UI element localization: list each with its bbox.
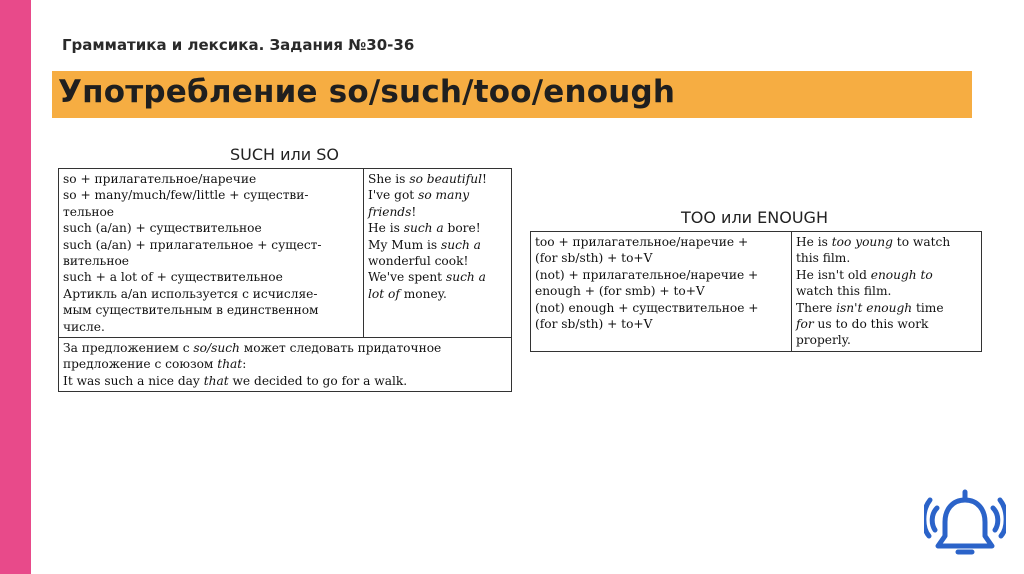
rule-line: тельное [63,204,115,219]
left-accent-bar [0,0,31,574]
rule-line: too + прилагательное/наречие + [535,235,749,249]
rule-line: so + прилагательное/наречие [63,172,257,186]
rule-line: (for sb/sth) + to+V [535,251,653,266]
too-enough-table [530,231,982,352]
such-so-examples-cell [364,169,512,338]
example-line: There isn't enough time [796,300,944,315]
slide-title: Употребление so/such/too/enough [58,74,676,110]
rule-line: числе. [63,319,105,334]
example-line: My Mum is such a [368,237,481,252]
rule-line: (not) + прилагательное/наречие + [535,267,759,282]
example-line: He is such a bore! [368,221,481,236]
example-line: He is too young to watch [796,235,951,249]
such-so-caption: SUCH или SO [230,145,340,164]
footer-line: It was such a nice day that we decided to go for a walk. [63,373,408,388]
such-so-table [58,168,512,392]
such-so-rules-cell [59,169,364,338]
rule-line: such + a lot of + существительное [63,270,283,285]
rule-line: such (a/an) + прилагательное + сущест- [63,237,322,252]
example-line: wonderful cook! [368,254,469,269]
example-line: I've got so many [368,188,470,203]
example-line: She is so beautiful! [368,172,487,186]
rule-line: (not) enough + существительное + [535,300,759,315]
such-so-footer-cell [59,338,512,392]
rule-line: such (a/an) + существительное [63,221,262,236]
example-line: We've spent such a [368,270,486,285]
too-enough-caption: TOO или ENOUGH [681,208,828,227]
rule-line: (for sb/sth) + to+V [535,317,653,332]
example-line: for us to do this work [796,317,929,332]
example-line: friends! [368,204,417,219]
rule-line: so + many/much/few/little + существи- [63,188,309,203]
example-line: He isn't old enough to [796,267,933,282]
title-band [52,71,972,118]
rule-line: Артикль a/an используется с исчисляе- [63,286,318,301]
example-line: watch this film. [796,284,892,299]
rule-line: enough + (for smb) + to+V [535,284,705,299]
footer-line: За предложением с so/such может следовать придаточное [63,341,442,356]
too-enough-rules-cell [531,232,792,352]
too-enough-examples-cell [792,232,982,352]
bell-icon[interactable] [924,478,1006,562]
slide-subtitle: Грамматика и лексика. Задания №30-36 [62,36,415,54]
example-line: this film. [796,251,851,266]
footer-line: предложение с союзом that: [63,357,247,372]
rule-line: вительное [63,254,129,269]
rule-line: мым существительным в единственном [63,303,319,318]
example-line: properly. [796,333,851,348]
example-line: lot of money. [368,286,447,301]
